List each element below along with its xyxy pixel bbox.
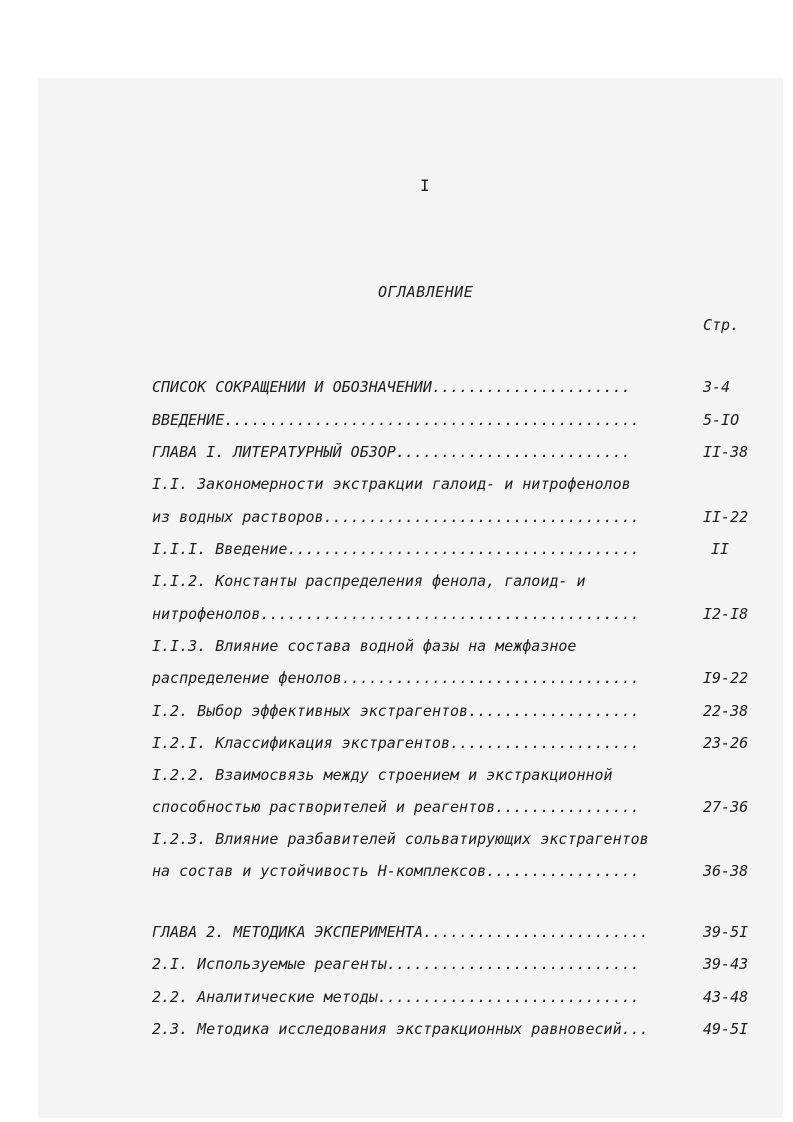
toc-entry-title: 2.I. Используемые реагенты — [152, 955, 387, 973]
toc-entry-title: нитрофенолов — [152, 605, 261, 623]
toc-leader-dots: ................. — [486, 862, 640, 880]
toc-entry — [152, 376, 631, 398]
toc-page-range: II-22 — [703, 508, 749, 526]
toc-entry — [152, 921, 649, 943]
toc-entry — [152, 860, 640, 882]
toc-page-range: 39-43 — [703, 955, 749, 973]
toc-page-range: 22-38 — [703, 702, 749, 720]
toc-entry — [152, 538, 640, 560]
toc-page-range: 3-4 — [703, 378, 731, 396]
toc-entry-title: СПИСОК СОКРАЩЕНИИ И ОБОЗНАЧЕНИИ — [152, 378, 432, 396]
toc-entry — [152, 700, 640, 722]
toc-entry-title: ВВЕДЕНИЕ — [152, 411, 225, 429]
toc-page-range: 27-36 — [703, 798, 749, 816]
toc-page-range: I9-22 — [703, 669, 749, 687]
toc-entry-title: I.I.2. Константы распределения фенола, галоид- и — [152, 572, 586, 590]
toc-entry-title: 2.2. Аналитические методы — [152, 988, 378, 1006]
toc-entry — [152, 441, 631, 463]
toc-page-range: 5-IO — [703, 411, 740, 429]
toc-entry — [152, 506, 640, 528]
toc-entry-title: распределение фенолов — [152, 669, 342, 687]
toc-page-range: II — [711, 540, 730, 558]
toc-entry-title: I.2.3. Влияние разбавителей сольватирующих экстрагентов — [152, 830, 649, 848]
toc-entry-title: I.I. Закономерности экстракции галоид- и нитрофенолов — [152, 475, 631, 493]
toc-entry-title: I.2. Выбор эффективных экстрагентов — [152, 702, 469, 720]
toc-leader-dots: ......................... — [422, 923, 649, 941]
toc-entry — [152, 1018, 649, 1040]
toc-page-range: 49-5I — [703, 1020, 749, 1038]
toc-leader-dots: ....................................... — [287, 540, 640, 558]
toc-leader-dots: ...................... — [431, 378, 631, 396]
toc-leader-dots: ................... — [468, 702, 640, 720]
toc-entry-title: I.I.I. Введение — [152, 540, 288, 558]
page-column-label: Стр. — [703, 316, 740, 334]
toc-leader-dots: ................................... — [323, 508, 640, 526]
toc-leader-dots: ................ — [495, 798, 640, 816]
toc-entry — [152, 667, 640, 689]
toc-entry — [152, 603, 640, 625]
toc-leader-dots: ... — [621, 1020, 649, 1038]
toc-entry-title: 2.3. Методика исследования экстракционных равновесий — [152, 1020, 622, 1038]
toc-page-range: II-38 — [703, 443, 749, 461]
toc-entry — [152, 986, 640, 1008]
toc-entry-title: ГЛАВА I. ЛИТЕРАТУРНЫЙ ОБЗОР — [152, 443, 396, 461]
toc-page-range: 43-48 — [703, 988, 749, 1006]
toc-entry — [152, 796, 640, 818]
toc-entry-title: ГЛАВА 2. МЕТОДИКА ЭКСПЕРИМЕНТА — [152, 923, 423, 941]
toc-entry — [152, 828, 649, 850]
toc-page-range: I2-I8 — [703, 605, 749, 623]
toc-entry — [152, 953, 640, 975]
toc-page-range: 23-26 — [703, 734, 749, 752]
page-title: ОГЛАВЛЕНИЕ — [378, 283, 474, 301]
toc-entry — [152, 732, 640, 754]
toc-leader-dots: ................................. — [341, 669, 640, 687]
toc-leader-dots: ..................... — [450, 734, 640, 752]
toc-leader-dots: .......................................... — [260, 605, 640, 623]
toc-entry-title: I.2.I. Классификация экстрагентов — [152, 734, 451, 752]
toc-page-range: 39-5I — [703, 923, 749, 941]
toc-entry — [152, 635, 576, 657]
toc-entry — [152, 570, 585, 592]
toc-entry-title: I.I.3. Влияние состава водной фазы на межфазное — [152, 637, 577, 655]
toc-leader-dots: ............................ — [386, 955, 640, 973]
toc-entry-title: I.2.2. Взаимосвязь между строением и экстракционной — [152, 766, 613, 784]
page-number: I — [420, 176, 430, 195]
toc-entry-title: на состав и устойчивость Н-комплексов — [152, 862, 487, 880]
toc-entry-title: способностью растворителей и реагентов — [152, 798, 496, 816]
toc-page-range: 36-38 — [703, 862, 749, 880]
toc-entry — [152, 409, 640, 431]
toc-entry — [152, 764, 613, 786]
toc-leader-dots: .......................... — [395, 443, 631, 461]
toc-leader-dots: .............................................. — [224, 411, 640, 429]
toc-leader-dots: ............................. — [377, 988, 640, 1006]
toc-entry — [152, 473, 631, 495]
toc-entry-title: из водных растворов — [152, 508, 324, 526]
